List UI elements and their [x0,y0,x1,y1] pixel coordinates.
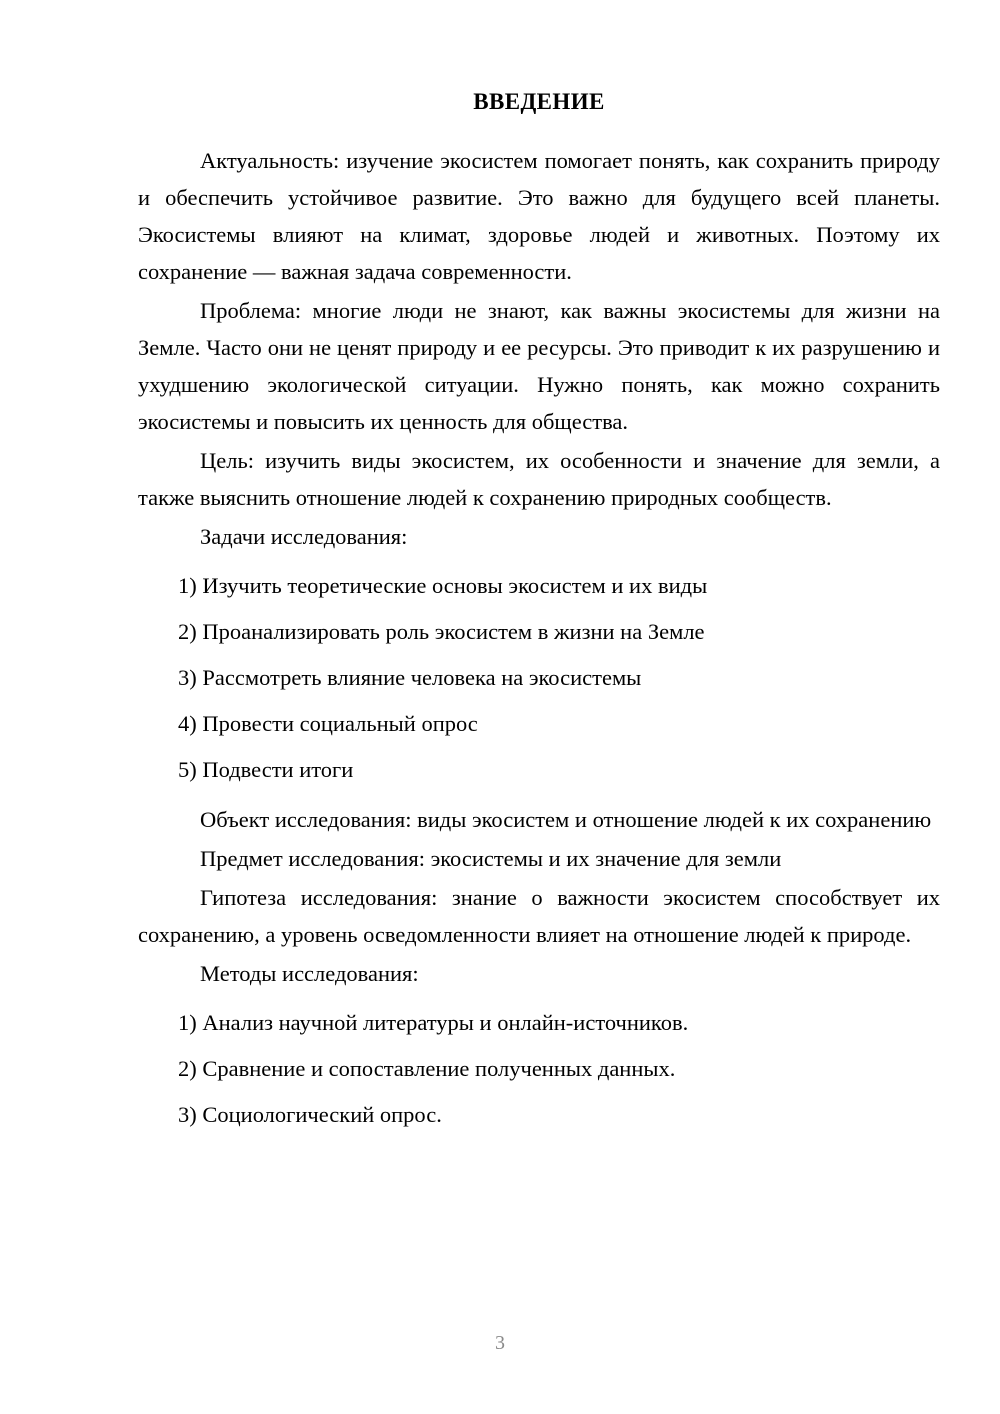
list-item: 3) Социологический опрос. [178,1101,442,1127]
methods-heading: Методы исследования: [200,960,419,986]
page-title: ВВЕДЕНИЕ [473,89,605,114]
list-item: 1) Изучить теоретические основы экосистем и их виды [178,572,708,598]
list-item: 2) Сравнение и сопоставление полученных данных. [178,1055,676,1081]
page-number: 3 [495,1332,505,1354]
document-content [138,88,940,1142]
list-item: 3) Рассмотреть влияние человека на экосистемы [178,664,642,690]
paragraph-subject: Предмет исследования: экосистемы и их значение для земли [200,845,782,871]
tasks-heading: Задачи исследования: [200,523,408,549]
list-item: 2) Проанализировать роль экосистем в жизни на Земле [178,618,705,644]
list-item: 4) Провести социальный опрос [178,710,478,736]
paragraph-hypothesis: Гипотеза исследования: знание о важности экосистем способствует их сохранению, а уровень осведомленности влияет на отношение людей к природе. [138,884,940,947]
tasks-list [138,563,940,793]
paragraph-relevance: Актуальность: изучение экосистем помогает понять, как сохранить природу и обеспечить устойчивое развитие. Это важно для будущего всей планеты. Экосистемы влияют на климат, здоровье людей и животных. Поэтому их сохранение — важная задача современности. [138,147,940,284]
paragraph-object: Объект исследования: виды экосистем и отношение людей к их сохранению [200,806,932,832]
list-item: 5) Подвести итоги [178,756,354,782]
paragraph-goal: Цель: изучить виды экосистем, их особенности и значение для земли, а также выяснить отношение людей к сохранению природных сообществ. [138,447,940,510]
list-item: 1) Анализ научной литературы и онлайн-источников. [178,1009,689,1035]
paragraph-problem: Проблема: многие люди не знают, как важны экосистемы для жизни на Земле. Часто они не ценят природу и ее ресурсы. Это приводит к их разрушению и ухудшению экологической ситуации. Нужно понять, как можно сохранить экосистемы и повысить их ценность для общества. [138,297,940,434]
methods-list [138,1000,940,1138]
